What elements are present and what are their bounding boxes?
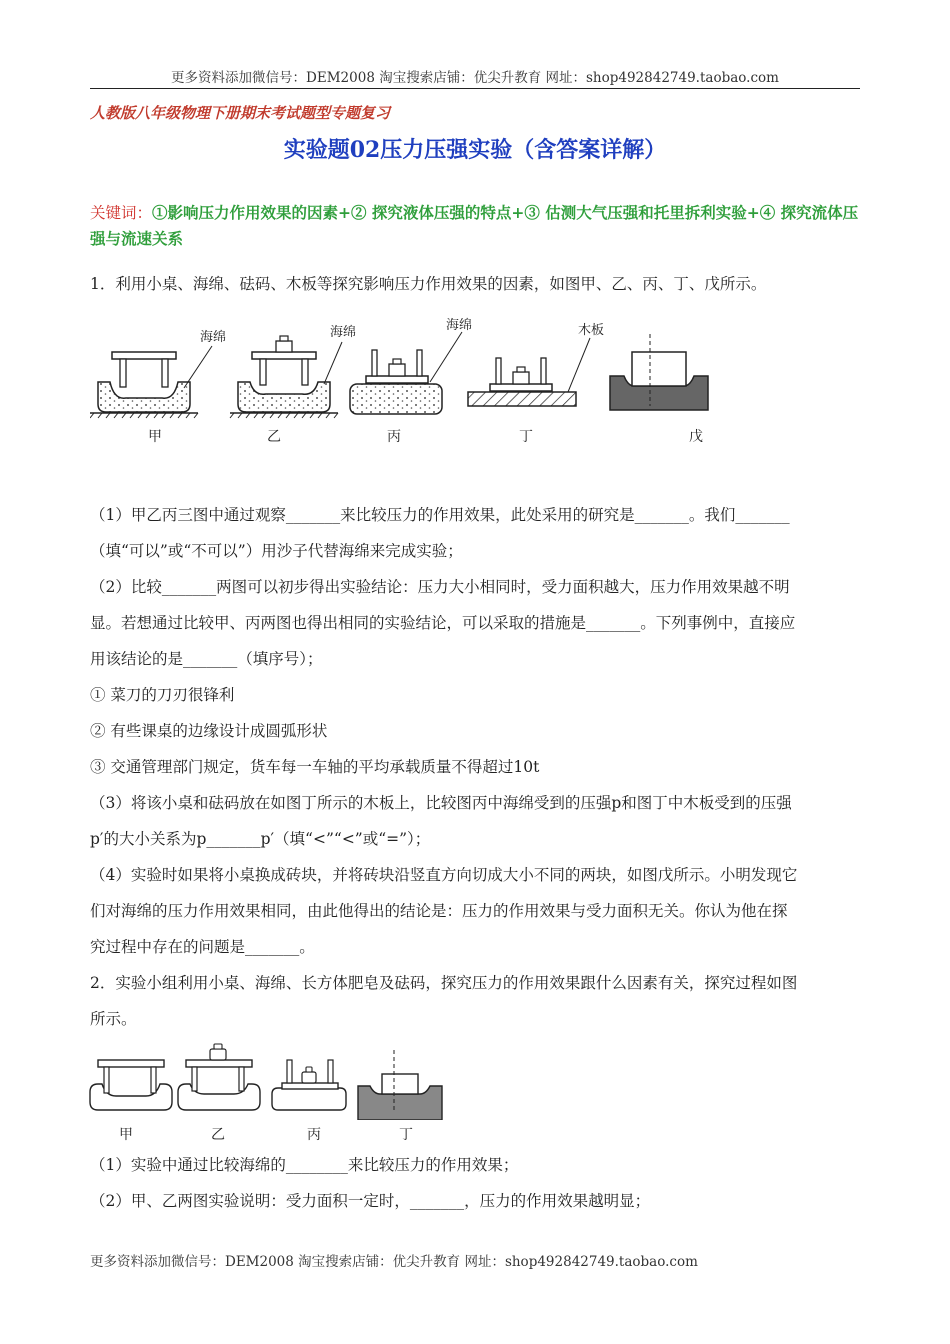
q2-intro: 所示。 [90, 1010, 137, 1028]
fig1-label-jia: 甲 [148, 429, 162, 445]
fig2-label-jia: 甲 [119, 1127, 133, 1143]
q1-line: （4）实验时如果将小桌换成砖块，并将砖块沿竖直方向切成大小不同的两块，如图戊所示。小明发现它 [90, 866, 798, 884]
fig2-yi [178, 1044, 260, 1110]
q1-line: ③ 交通管理部门规定，货车每一车轴的平均承载质量不得超过10t [90, 758, 540, 776]
keywords [90, 200, 860, 252]
fig2-ding [358, 1050, 442, 1120]
keywords-label: 关键词： [90, 204, 153, 222]
q2-line: （1）实验中通过比较海绵的________来比较压力的作用效果； [90, 1156, 519, 1174]
q1-line: （3）将该小桌和砝码放在如图丁所示的木板上，比较图丙中海绵受到的压强p和图丁中木板受到的压强 [90, 794, 792, 812]
figure-bing [350, 318, 472, 414]
fig1-label-wu: 戊 [689, 429, 703, 445]
q1-line: 显。若想通过比较甲、丙两图也得出相同的实验结论，可以采取的措施是_______。下列事例中，直接应 [90, 614, 796, 632]
q1-line: （2）比较_______两图可以初步得出实验结论：压力大小相同时，受力面积越大，压力作用效果越不明 [90, 578, 790, 596]
page-title: 实验题02压力压强实验（含答案详解） [283, 137, 667, 163]
fig2-label-ding: 丁 [399, 1127, 413, 1143]
q1-line: p′的大小关系为p_______p′（填“<”“<”或“=”）； [90, 830, 431, 848]
page-header: 更多资料添加微信号：DEM2008 淘宝搜索店铺：优尖升教育 网址：shop492842749.taobao.com [171, 70, 779, 86]
q1-figure [90, 312, 750, 452]
subtitle: 人教版八年级物理下册期末考试题型专题复习 [90, 104, 391, 122]
figure-wu [610, 334, 708, 410]
q1-line: 们对海绵的压力作用效果相同，由此他得出的结论是：压力的作用效果与受力面积无关。你认为他在探 [90, 902, 788, 920]
page-footer: 更多资料添加微信号：DEM2008 淘宝搜索店铺：优尖升教育 网址：shop492842749.taobao.com [90, 1254, 698, 1270]
keywords-text: ①影响压力作用效果的因素+② 探究液体压强的特点+③ 估测大气压强和托里拆利实验+④ 探究流体压强与流速关系 [90, 203, 859, 248]
fig1-label-ding: 丁 [519, 429, 533, 445]
sponge-label-b: 海绵 [330, 325, 357, 340]
q1-line: 用该结论的是_______（填序号）； [90, 650, 323, 668]
q2-line: （2）甲、乙两图实验说明：受力面积一定时，_______，压力的作用效果越明显； [90, 1192, 651, 1210]
fig2-label-yi: 乙 [211, 1127, 225, 1143]
q1-line: （填“可以”或“不可以”）用沙子代替海绵来完成实验； [90, 542, 463, 560]
figure-ding [468, 322, 604, 406]
fig1-label-yi: 乙 [267, 429, 281, 445]
fig2-label-bing: 丙 [307, 1127, 321, 1143]
q1-line: 究过程中存在的问题是_______。 [90, 938, 315, 956]
fig2-jia [90, 1060, 172, 1110]
q2-intro: 2．实验小组利用小桌、海绵、长方体肥皂及砝码，探究压力的作用效果跟什么因素有关，探究过程如图 [90, 974, 798, 992]
fig1-label-bing: 丙 [387, 429, 401, 445]
q1-line: ① 菜刀的刀刃很锋利 [90, 686, 235, 704]
sponge-label-a: 海绵 [200, 330, 227, 345]
figure-jia [90, 330, 226, 418]
header-divider [90, 88, 860, 89]
fig2-bing [272, 1060, 346, 1110]
q1-intro: 1．利用小桌、海绵、砝码、木板等探究影响压力作用效果的因素，如图甲、乙、丙、丁、戊所示。 [90, 275, 767, 293]
sponge-label-c: 海绵 [446, 318, 473, 333]
q1-line: ② 有些课桌的边缘设计成圆弧形状 [90, 722, 328, 740]
q2-figure [88, 1040, 458, 1120]
q1-line: （1）甲乙丙三图中通过观察_______来比较压力的作用效果，此处采用的研究是_______。我们_______ [90, 506, 790, 524]
figure-yi [230, 325, 356, 418]
board-label: 木板 [578, 323, 605, 338]
